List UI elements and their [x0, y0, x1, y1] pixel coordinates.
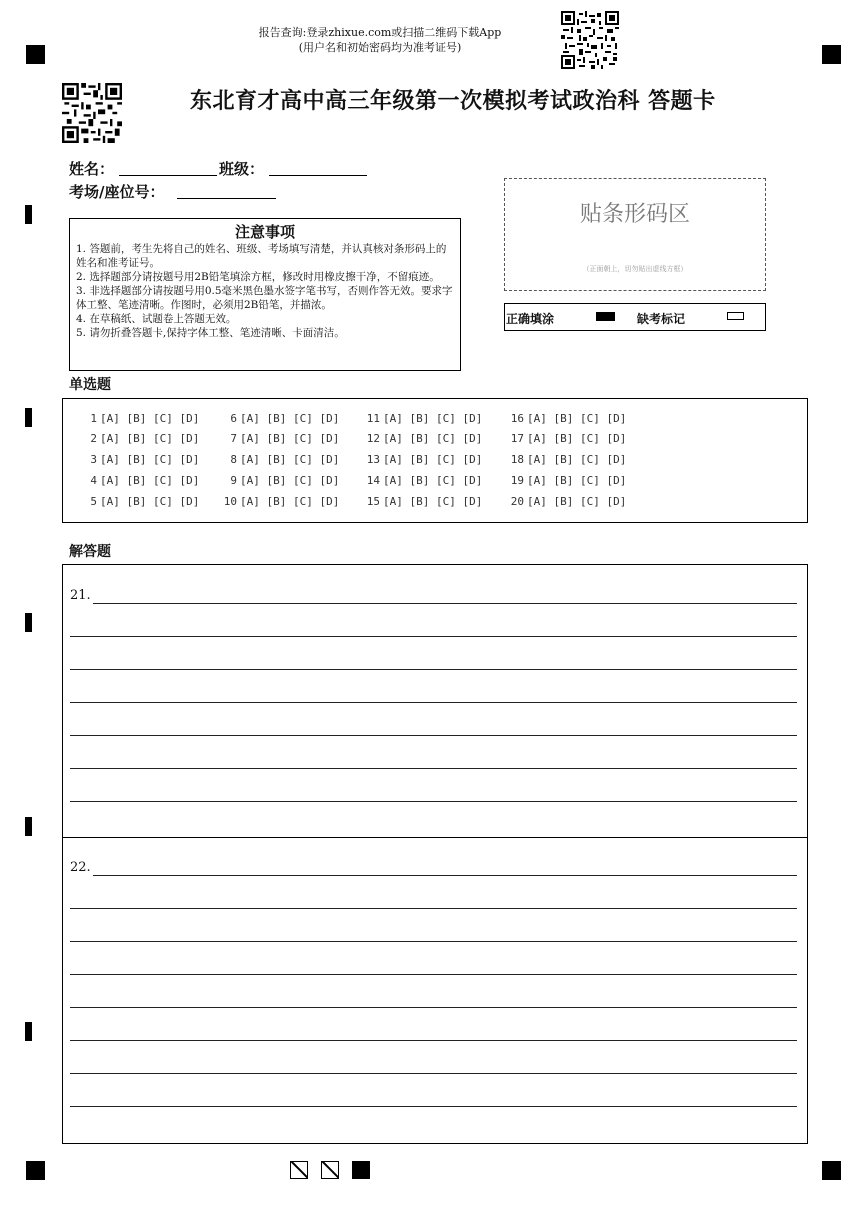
timing-mark — [25, 1022, 32, 1041]
mc-options[interactable]: [A] [B] [C] [D] — [240, 474, 340, 487]
mc-options[interactable]: [A] [B] [C] [D] — [527, 474, 627, 487]
mc-options[interactable]: [A] [B] [C] [D] — [100, 453, 200, 466]
page-mark-filled-box — [352, 1161, 370, 1179]
absent-mark-box[interactable] — [727, 312, 744, 320]
mc-question-number: 19 — [510, 474, 524, 487]
barcode-area-hint: （正面朝上，切勿贴出虚线方框） — [582, 265, 688, 273]
mc-question-number: 6 — [230, 412, 237, 425]
name-field[interactable] — [119, 175, 217, 176]
notice-item: 5. 请勿折叠答题卡,保持字体工整、笔迹清晰、卡面清洁。 — [76, 327, 345, 339]
mc-question-number: 3 — [90, 453, 97, 466]
mc-question-row[interactable] — [83, 432, 199, 445]
mc-question-row[interactable] — [83, 412, 199, 425]
answer-line[interactable] — [70, 735, 797, 736]
mc-options[interactable]: [A] [B] [C] [D] — [240, 412, 340, 425]
mc-options[interactable]: [A] [B] [C] [D] — [100, 432, 200, 445]
timing-mark — [25, 205, 32, 224]
mc-options[interactable]: [A] [B] [C] [D] — [383, 474, 483, 487]
multiple-choice-box — [62, 398, 808, 523]
mc-question-row[interactable] — [223, 432, 339, 445]
absent-mark-label: 缺考标记 — [637, 312, 686, 326]
mc-question-row[interactable] — [83, 495, 199, 508]
mc-options[interactable]: [A] [B] [C] [D] — [383, 453, 483, 466]
mc-question-number: 1 — [90, 412, 97, 425]
mc-options[interactable]: [A] [B] [C] [D] — [383, 432, 483, 445]
mc-question-row[interactable] — [510, 495, 626, 508]
notice-item: 3. 非选择题部分请按题号用0.5毫米黑色墨水签字笔书写，否则作答无效。要求字体工整、笔迹清晰。作图时，必须用2B铅笔，并描浓。 — [76, 285, 453, 311]
mc-options[interactable]: [A] [B] [C] [D] — [527, 495, 627, 508]
notice-item: 4. 在草稿纸、试题卷上答题无效。 — [76, 313, 237, 325]
mc-question-number: 8 — [230, 453, 237, 466]
notice-item: 2. 选择题部分请按题号用2B铅笔填涂方框，修改时用橡皮擦干净，不留痕迹。 — [76, 271, 440, 283]
mc-question-row[interactable] — [223, 453, 339, 466]
notice-box — [69, 218, 461, 371]
mc-question-number: 2 — [90, 432, 97, 445]
mc-question-row[interactable] — [223, 412, 339, 425]
timing-mark — [25, 408, 32, 427]
corner-mark-bottom-right — [822, 1161, 841, 1180]
mc-options[interactable]: [A] [B] [C] [D] — [383, 495, 483, 508]
mc-question-number: 17 — [510, 432, 524, 445]
mc-question-row[interactable] — [366, 453, 482, 466]
page-mark-crossed-box — [290, 1161, 308, 1179]
room-seat-label: 考场/座位号： — [69, 183, 165, 201]
multiple-choice-title: 单选题 — [69, 377, 111, 393]
class-field[interactable] — [269, 175, 367, 176]
notice-item: 1. 答题前，考生先将自己的姓名、班级、考场填写清楚，并认真核对条形码上的姓名和准考证号。 — [76, 243, 447, 269]
mc-question-row[interactable] — [223, 474, 339, 487]
name-label: 姓名： — [69, 160, 115, 178]
mc-question-number: 10 — [223, 495, 237, 508]
notice-title: 注意事项 — [234, 223, 295, 241]
answer-line[interactable] — [70, 801, 797, 802]
mc-options[interactable]: [A] [B] [C] [D] — [240, 495, 340, 508]
answer-line[interactable] — [93, 603, 797, 604]
report-query-note — [0, 25, 760, 55]
answer-line[interactable] — [70, 1073, 797, 1074]
answer-box-22 — [62, 837, 808, 1144]
fill-legend — [504, 303, 766, 331]
mc-question-row[interactable] — [366, 412, 482, 425]
barcode-area-label: 贴条形码区 — [579, 202, 690, 227]
corner-mark-top-right — [822, 45, 841, 64]
mc-options[interactable]: [A] [B] [C] [D] — [383, 412, 483, 425]
mc-question-number: 15 — [366, 495, 380, 508]
mc-question-row[interactable] — [83, 474, 199, 487]
mc-question-number: 14 — [366, 474, 380, 487]
mc-options[interactable]: [A] [B] [C] [D] — [240, 453, 340, 466]
mc-question-row[interactable] — [510, 432, 626, 445]
question-number-21: 21. — [70, 588, 91, 603]
mc-question-number: 7 — [230, 432, 237, 445]
page-title: 东北育才高中高三年级第一次模拟考试政治科 答题卡 — [190, 89, 716, 114]
question-number-22: 22. — [70, 860, 91, 875]
mc-options[interactable]: [A] [B] [C] [D] — [240, 432, 340, 445]
mc-question-number: 20 — [510, 495, 524, 508]
mc-question-number: 4 — [90, 474, 97, 487]
mc-question-row[interactable] — [366, 432, 482, 445]
mc-question-number: 9 — [230, 474, 237, 487]
mc-question-number: 11 — [366, 412, 380, 425]
mc-question-row[interactable] — [366, 495, 482, 508]
answer-line[interactable] — [70, 908, 797, 909]
mc-question-row[interactable] — [223, 495, 339, 508]
room-seat-field[interactable] — [177, 198, 276, 199]
answer-line[interactable] — [70, 669, 797, 670]
answer-line[interactable] — [70, 974, 797, 975]
answer-section-title: 解答题 — [69, 544, 111, 560]
answer-line[interactable] — [70, 1106, 797, 1107]
mc-options[interactable]: [A] [B] [C] [D] — [527, 453, 627, 466]
mc-question-number: 5 — [90, 495, 97, 508]
mc-options[interactable]: [A] [B] [C] [D] — [100, 412, 200, 425]
correct-fill-label: 正确填涂 — [506, 312, 555, 326]
answer-line[interactable] — [70, 1040, 797, 1041]
answer-line[interactable] — [70, 768, 797, 769]
class-label: 班级： — [219, 160, 265, 178]
mc-question-row[interactable] — [366, 474, 482, 487]
answer-line[interactable] — [70, 1007, 797, 1008]
answer-line[interactable] — [70, 636, 797, 637]
mc-question-row[interactable] — [510, 474, 626, 487]
report-query-line1: 报告查询:登录zhixue.com或扫描二维码下载App — [258, 26, 502, 39]
app-qr-code — [561, 11, 619, 69]
barcode-area — [504, 178, 766, 291]
page-mark-crossed-box — [321, 1161, 339, 1179]
mc-options[interactable]: [A] [B] [C] [D] — [527, 432, 627, 445]
report-query-line2: (用户名和初始密码均为准考证号) — [298, 41, 462, 54]
timing-mark — [25, 613, 32, 632]
mc-options[interactable]: [A] [B] [C] [D] — [527, 412, 627, 425]
answer-box-21 — [62, 564, 808, 838]
mc-question-number: 12 — [366, 432, 380, 445]
correct-fill-swatch — [596, 312, 615, 321]
mc-question-number: 18 — [510, 453, 524, 466]
answer-line[interactable] — [70, 702, 797, 703]
mc-question-row[interactable] — [510, 453, 626, 466]
card-qr-code — [62, 83, 122, 143]
corner-mark-bottom-left — [26, 1161, 45, 1180]
mc-options[interactable]: [A] [B] [C] [D] — [100, 474, 200, 487]
timing-mark — [25, 817, 32, 836]
mc-options[interactable]: [A] [B] [C] [D] — [100, 495, 200, 508]
mc-question-row[interactable] — [510, 412, 626, 425]
mc-question-number: 13 — [366, 453, 380, 466]
mc-question-number: 16 — [510, 412, 524, 425]
mc-question-row[interactable] — [83, 453, 199, 466]
answer-line[interactable] — [93, 875, 797, 876]
answer-line[interactable] — [70, 941, 797, 942]
